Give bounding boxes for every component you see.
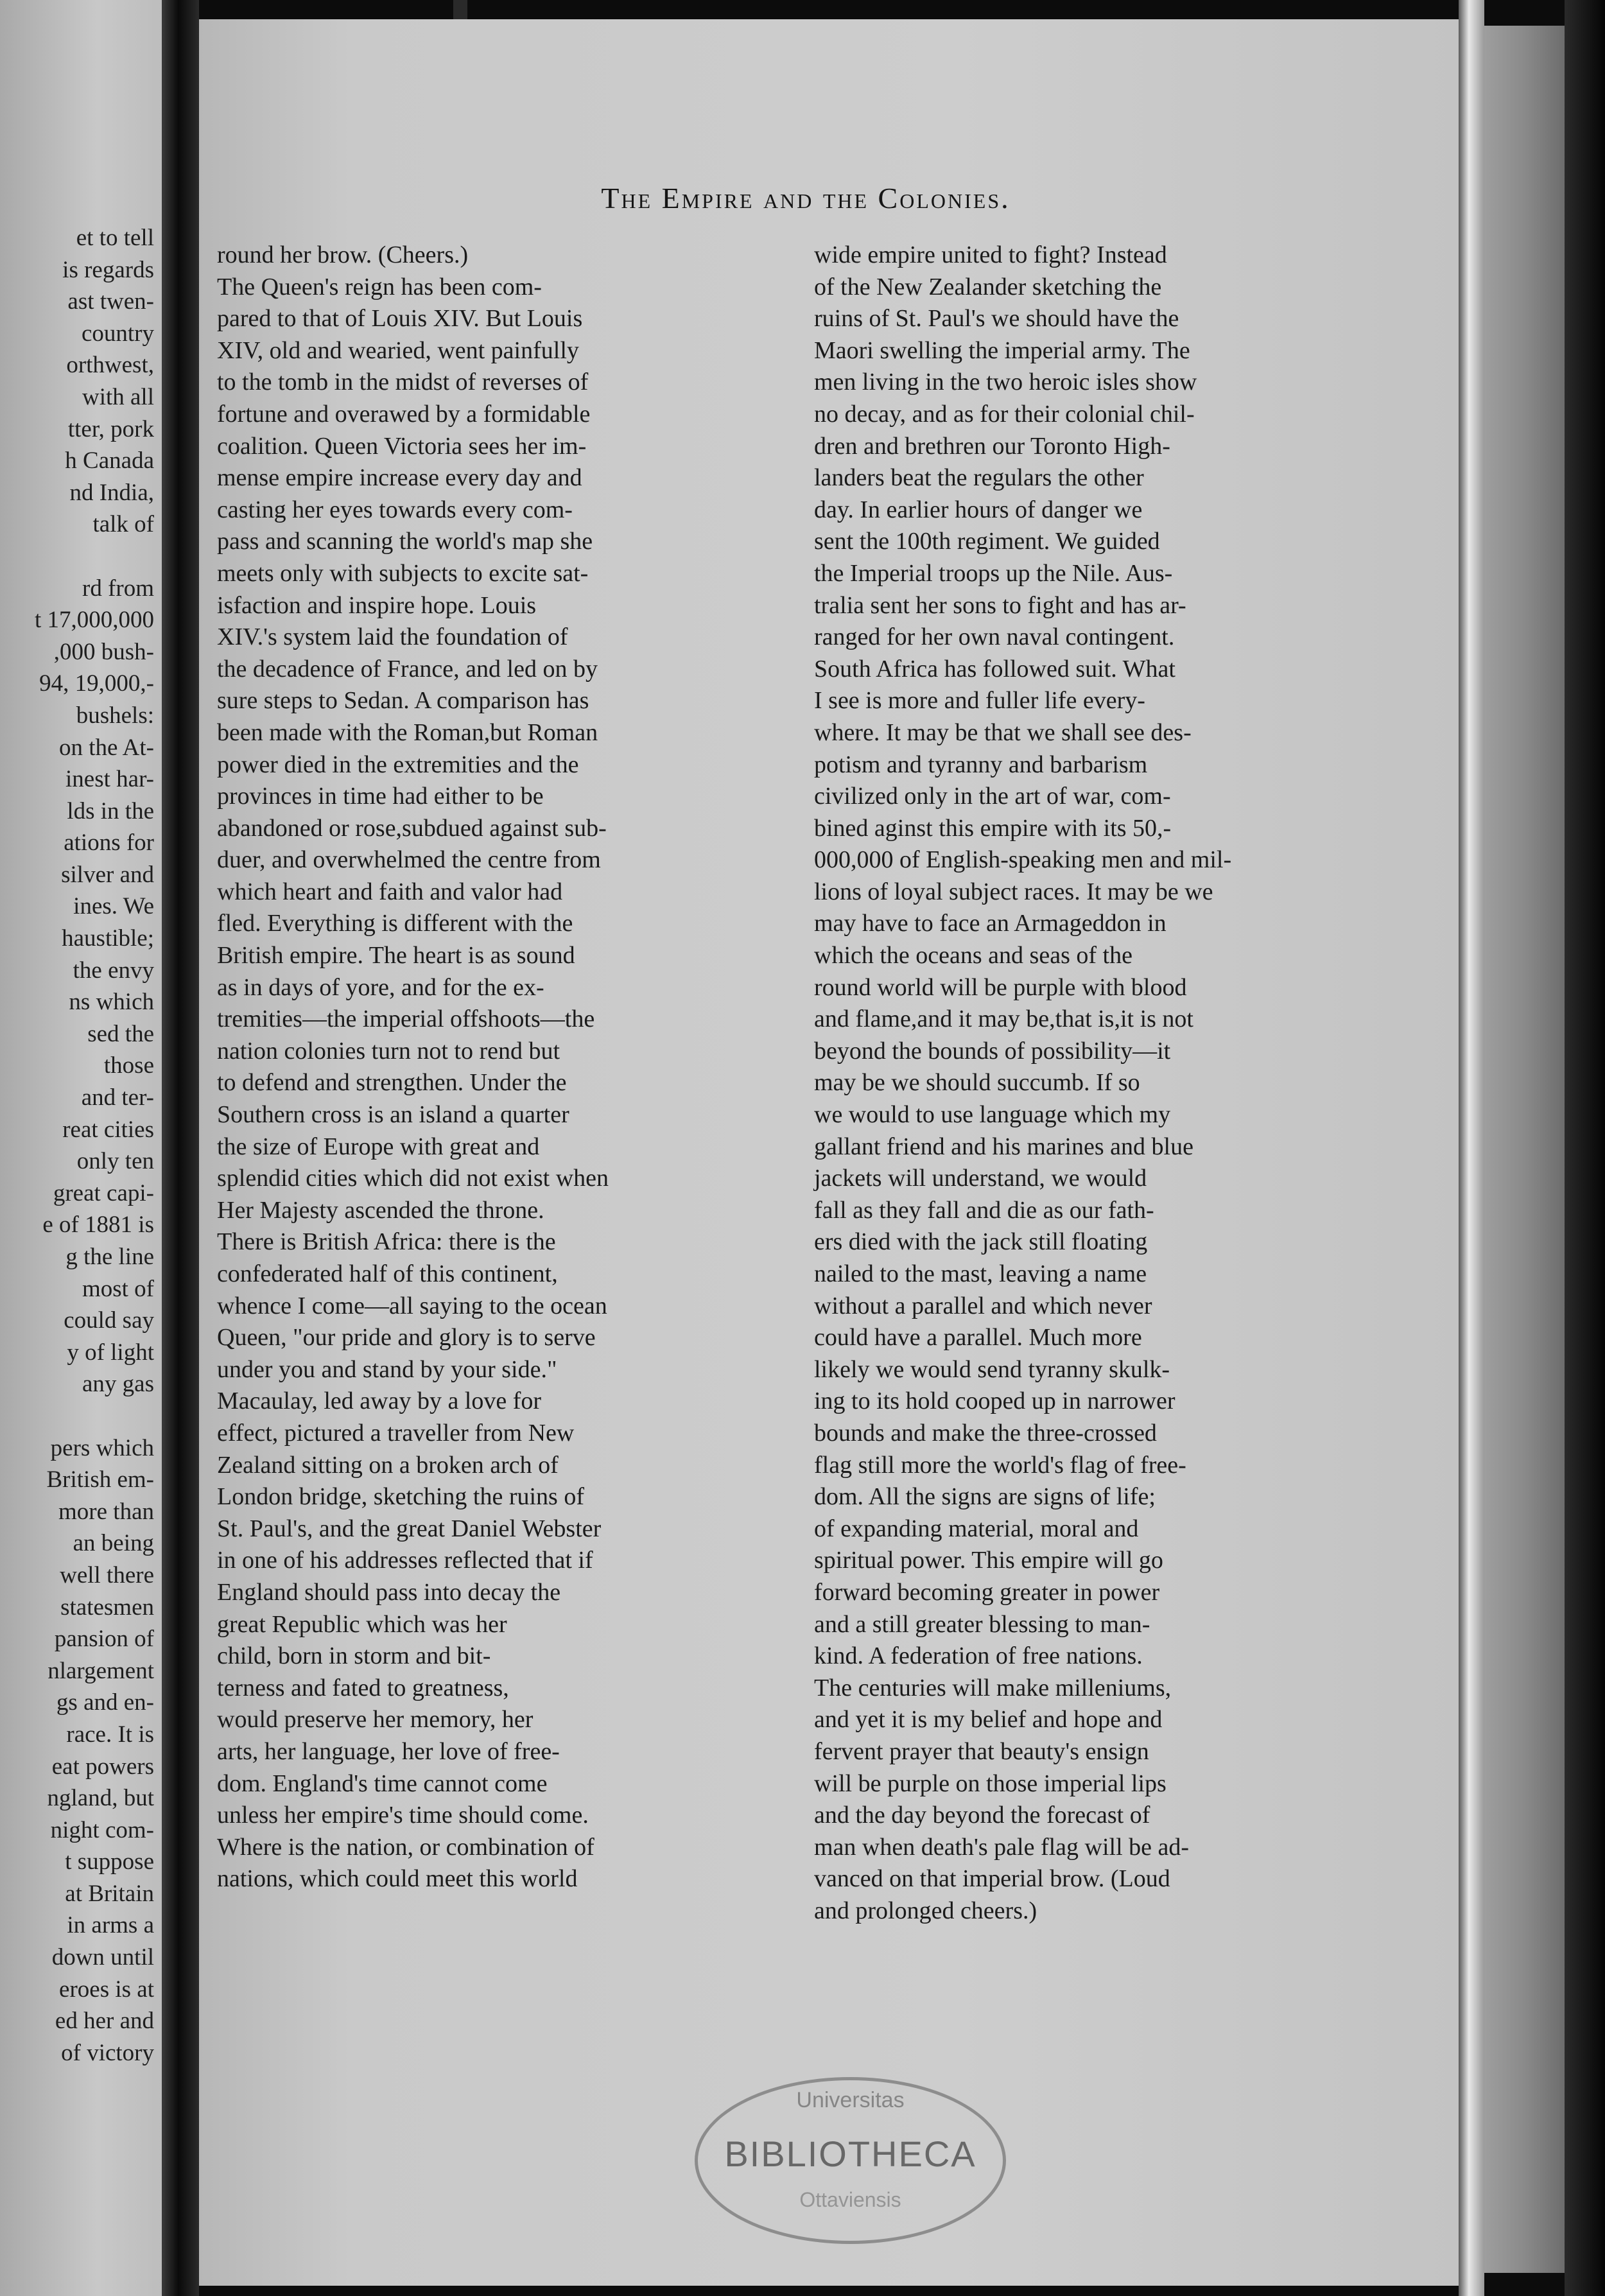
facing-page-line: gs and en-: [56, 1689, 154, 1716]
text-line: likely we would send tyranny skulk-: [814, 1355, 1170, 1383]
facing-page-line: ast twen-: [67, 288, 154, 315]
facing-page-line: British em-: [46, 1466, 154, 1493]
text-line: vanced on that imperial brow. (Loud: [814, 1865, 1170, 1893]
text-line: The Queen's reign has been com-: [217, 273, 542, 300]
facing-page-line: haustible;: [62, 925, 154, 952]
text-line: unless her empire's time should come.: [217, 1802, 589, 1829]
text-line: sent the 100th regiment. We guided: [814, 528, 1160, 555]
facing-page-line: is regards: [62, 256, 154, 283]
facing-page-line: t 17,000,000: [34, 607, 154, 634]
text-line: fervent prayer that beauty's ensign: [814, 1737, 1149, 1765]
text-column-left: [217, 239, 776, 1895]
facing-page-line: and ter-: [81, 1084, 154, 1111]
text-line: arts, her language, her love of free-: [217, 1737, 560, 1765]
text-line: potism and tyranny and barbarism: [814, 751, 1148, 778]
text-line: ranged for her own naval contingent.: [814, 623, 1175, 651]
facing-page-line: nlargement: [48, 1657, 154, 1684]
text-line: civilized only in the art of war, com-: [814, 783, 1171, 810]
facing-page-line: only ten: [76, 1148, 154, 1175]
text-line: to defend and strengthen. Under the: [217, 1069, 567, 1097]
text-line: gallant friend and his marines and blue: [814, 1133, 1193, 1160]
text-line: London bridge, sketching the ruins of: [217, 1483, 585, 1511]
facing-page-line: great capi-: [53, 1179, 154, 1206]
text-line: ers died with the jack still floating: [814, 1228, 1148, 1256]
text-line: and flame,and it may be,that is,it is not: [814, 1005, 1193, 1033]
facing-page-line: bushels:: [76, 702, 154, 729]
facing-page-line: [0, 541, 154, 573]
facing-page-text: [0, 222, 154, 2069]
facing-page-line: h Canada: [65, 448, 154, 474]
text-line: landers beat the regulars the other: [814, 464, 1144, 492]
text-line: dom. England's time cannot come: [217, 1770, 548, 1797]
text-line: sure steps to Sedan. A comparison has: [217, 687, 589, 715]
text-line: and prolonged cheers.): [814, 1897, 1037, 1924]
text-line: as in days of yore, and for the ex-: [217, 973, 544, 1001]
facing-page-line: in arms a: [67, 1912, 154, 1939]
text-line: abandoned or rose,subdued against sub-: [217, 814, 607, 842]
text-line: coalition. Queen Victoria sees her im-: [217, 432, 587, 460]
facing-page-line: y of light: [67, 1339, 154, 1366]
text-line: Zealand sitting on a broken arch of: [217, 1451, 559, 1479]
facing-page-line: tter, pork: [67, 415, 154, 442]
text-line: where. It may be that we shall see des-: [814, 718, 1192, 746]
text-line: would preserve her memory, her: [217, 1706, 534, 1734]
text-line: lions of loyal subject races. It may be we: [814, 878, 1213, 905]
stamp-top-text: Universitas: [796, 2088, 905, 2112]
text-line: I see is more and fuller life every-: [814, 687, 1145, 715]
facing-page-line: reat cities: [62, 1116, 154, 1143]
facing-page-line: ed her and: [55, 2008, 154, 2035]
facing-page-line: ines. We: [73, 893, 154, 920]
facing-page-line: pers which: [50, 1434, 154, 1461]
page-edge-strip: [1484, 26, 1565, 2273]
text-line: without a parallel and which never: [814, 1292, 1152, 1319]
text-line: mense empire increase every day and: [217, 464, 582, 492]
stamp-bottom-text: Ottaviensis: [799, 2188, 901, 2211]
text-line: Where is the nation, or combination of: [217, 1833, 594, 1861]
facing-page-line: ns which: [69, 989, 154, 1016]
facing-page-line: inest har-: [65, 766, 154, 793]
text-line: British empire. The heart is as sound: [217, 942, 575, 970]
text-line: tralia sent her sons to fight and has ar-: [814, 591, 1186, 619]
text-line: ing to its hold cooped up in narrower: [814, 1387, 1176, 1415]
text-line: nailed to the mast, leaving a name: [814, 1260, 1147, 1287]
text-line: nations, which could meet this world: [217, 1865, 578, 1893]
text-line: nation colonies turn not to rend but: [217, 1037, 560, 1065]
facing-page-line: more than: [58, 1498, 154, 1525]
text-line: bined aginst this empire with its 50,-: [814, 814, 1172, 842]
text-line: England should pass into decay the: [217, 1578, 561, 1606]
text-line: day. In earlier hours of danger we: [814, 496, 1143, 523]
text-line: meets only with subjects to excite sat-: [217, 559, 589, 587]
text-line: may be we should succumb. If so: [814, 1069, 1140, 1097]
text-line: no decay, and as for their colonial chil-: [814, 400, 1195, 428]
text-line: XIV, old and wearied, went painfully: [217, 336, 579, 364]
text-line: whence I come—all saying to the ocean: [217, 1292, 607, 1319]
text-line: Queen, "our pride and glory is to serve: [217, 1324, 596, 1352]
text-line: great Republic which was her: [217, 1610, 507, 1638]
facing-page-line: well there: [60, 1561, 154, 1588]
text-line: of expanding material, moral and: [814, 1515, 1139, 1542]
facing-page-line: down until: [51, 1944, 154, 1971]
text-line: splendid cities which did not exist when: [217, 1165, 609, 1192]
facing-page-line: et to tell: [76, 225, 154, 251]
text-line: casting her eyes towards every com-: [217, 496, 573, 523]
facing-page-line: eroes is at: [59, 1976, 154, 2003]
text-line: Southern cross is an island a quarter: [217, 1101, 569, 1129]
facing-page-line: race. It is: [66, 1721, 154, 1748]
text-line: man when death's pale flag will be ad-: [814, 1833, 1190, 1861]
text-line: of the New Zealander sketching the: [814, 273, 1162, 300]
page-fold: [1459, 0, 1484, 2296]
facing-page-line: orthwest,: [66, 352, 154, 379]
text-line: XIV.'s system laid the foundation of: [217, 623, 568, 651]
facing-page-line: ations for: [64, 830, 154, 857]
text-line: forward becoming greater in power: [814, 1578, 1160, 1606]
text-line: the size of Europe with great and: [217, 1133, 540, 1160]
text-line: fortune and overawed by a formidable: [217, 400, 591, 428]
facing-page-line: lds in the: [67, 797, 154, 824]
text-line: and a still greater blessing to man-: [814, 1610, 1150, 1638]
text-line: beyond the bounds of possibility—it: [814, 1037, 1171, 1065]
text-line: may have to face an Armageddon in: [814, 910, 1167, 937]
text-line: will be purple on those imperial lips: [814, 1770, 1167, 1797]
facing-page-line: eat powers: [51, 1753, 154, 1780]
facing-page-line: g the line: [65, 1244, 154, 1270]
text-line: fall as they fall and die as our fath-: [814, 1196, 1154, 1224]
facing-page-line: at Britain: [65, 1880, 154, 1907]
facing-page-line: statesmen: [60, 1594, 154, 1621]
text-line: round world will be purple with blood: [814, 973, 1187, 1001]
text-line: tremities—the imperial offshoots—the: [217, 1005, 595, 1033]
text-line: the decadence of France, and led on by: [217, 655, 598, 683]
facing-page-line: on the At-: [59, 734, 154, 761]
text-line: pass and scanning the world's map she: [217, 528, 593, 555]
facing-page-line: with all: [82, 383, 154, 410]
book-gutter: [162, 0, 199, 2296]
facing-page-line: ngland, but: [47, 1785, 154, 1812]
text-line: St. Paul's, and the great Daniel Webster: [217, 1515, 602, 1542]
text-line: spiritual power. This empire will go: [814, 1547, 1163, 1574]
text-column-right: [814, 239, 1373, 1927]
text-line: men living in the two heroic isles show: [814, 369, 1197, 396]
text-line: and yet it is my belief and hope and: [814, 1706, 1163, 1734]
facing-page-line: night com-: [50, 1816, 154, 1843]
text-line: the Imperial troops up the Nile. Aus-: [814, 559, 1173, 587]
facing-page-line: silver and: [61, 861, 154, 888]
text-line: wide empire united to fight? Instead: [814, 241, 1167, 268]
facing-page-line: the envy: [73, 957, 154, 984]
text-line: effect, pictured a traveller from New: [217, 1419, 575, 1447]
text-line: flag still more the world's flag of free-: [814, 1451, 1186, 1479]
scan-border: [1565, 0, 1605, 2296]
text-line: power died in the extremities and the: [217, 751, 579, 778]
facing-page-line: most of: [82, 1275, 154, 1302]
text-line: kind. A federation of free nations.: [814, 1642, 1143, 1670]
facing-page-line: country: [81, 320, 154, 347]
facing-page-line: e of 1881 is: [42, 1212, 154, 1239]
text-line: dren and brethren our Toronto High-: [814, 432, 1170, 460]
text-line: terness and fated to greatness,: [217, 1674, 509, 1701]
text-line: jackets will understand, we would: [814, 1165, 1147, 1192]
running-head: The Empire and the Colonies.: [601, 182, 1011, 214]
text-line: and the day beyond the forecast of: [814, 1802, 1150, 1829]
facing-page-line: 94, 19,000,-: [39, 670, 154, 697]
facing-page-line: any gas: [82, 1371, 154, 1398]
facing-page-line: could say: [64, 1307, 154, 1334]
text-line: pared to that of Louis XIV. But Louis: [217, 305, 583, 333]
facing-page-line: sed the: [87, 1020, 154, 1047]
stamp-main-text: BIBLIOTHECA: [724, 2134, 976, 2174]
facing-page-line: talk of: [92, 511, 154, 538]
facing-page-line: nd India,: [69, 479, 154, 506]
text-line: duer, and overwhelmed the centre from: [217, 846, 601, 874]
text-line: ruins of St. Paul's we should have the: [814, 305, 1179, 333]
text-line: which heart and faith and valor had: [217, 878, 563, 905]
text-line: Her Majesty ascended the throne.: [217, 1196, 544, 1224]
text-line: There is British Africa: there is the: [217, 1228, 556, 1256]
text-line: been made with the Roman,but Roman: [217, 718, 598, 746]
text-line: 000,000 of English-speaking men and mil-: [814, 846, 1232, 874]
text-line: round her brow. (Cheers.): [217, 241, 469, 268]
text-line: The centuries will make milleniums,: [814, 1674, 1172, 1701]
text-line: dom. All the signs are signs of life;: [814, 1483, 1156, 1511]
facing-page-line: [0, 1400, 154, 1432]
facing-page-line: of victory: [61, 2039, 154, 2066]
facing-page-line: an being: [73, 1530, 154, 1557]
facing-page-line: rd from: [82, 575, 154, 602]
facing-page-line: ,000 bush-: [53, 638, 154, 665]
text-line: child, born in storm and bit-: [217, 1642, 491, 1670]
text-line: fled. Everything is different with the: [217, 910, 573, 937]
text-line: Maori swelling the imperial army. The: [814, 336, 1190, 364]
library-stamp: [695, 2077, 1006, 2244]
text-line: bounds and make the three-crossed: [814, 1419, 1157, 1447]
text-line: confederated half of this continent,: [217, 1260, 558, 1287]
text-line: under you and stand by your side.": [217, 1355, 557, 1383]
text-line: in one of his addresses reflected that if: [217, 1547, 593, 1574]
text-line: South Africa has followed suit. What: [814, 655, 1176, 683]
text-line: isfaction and inspire hope. Louis: [217, 591, 537, 619]
text-line: which the oceans and seas of the: [814, 942, 1132, 970]
text-line: Macaulay, led away by a love for: [217, 1387, 542, 1415]
text-line: to the tomb in the midst of reverses of: [217, 369, 589, 396]
text-line: could have a parallel. Much more: [814, 1324, 1142, 1352]
facing-page: [0, 0, 162, 2296]
facing-page-line: pansion of: [54, 1626, 154, 1653]
text-line: provinces in time had either to be: [217, 783, 544, 810]
text-line: we would to use language which my: [814, 1101, 1171, 1129]
facing-page-line: t suppose: [65, 1848, 154, 1875]
facing-page-line: those: [103, 1052, 154, 1079]
